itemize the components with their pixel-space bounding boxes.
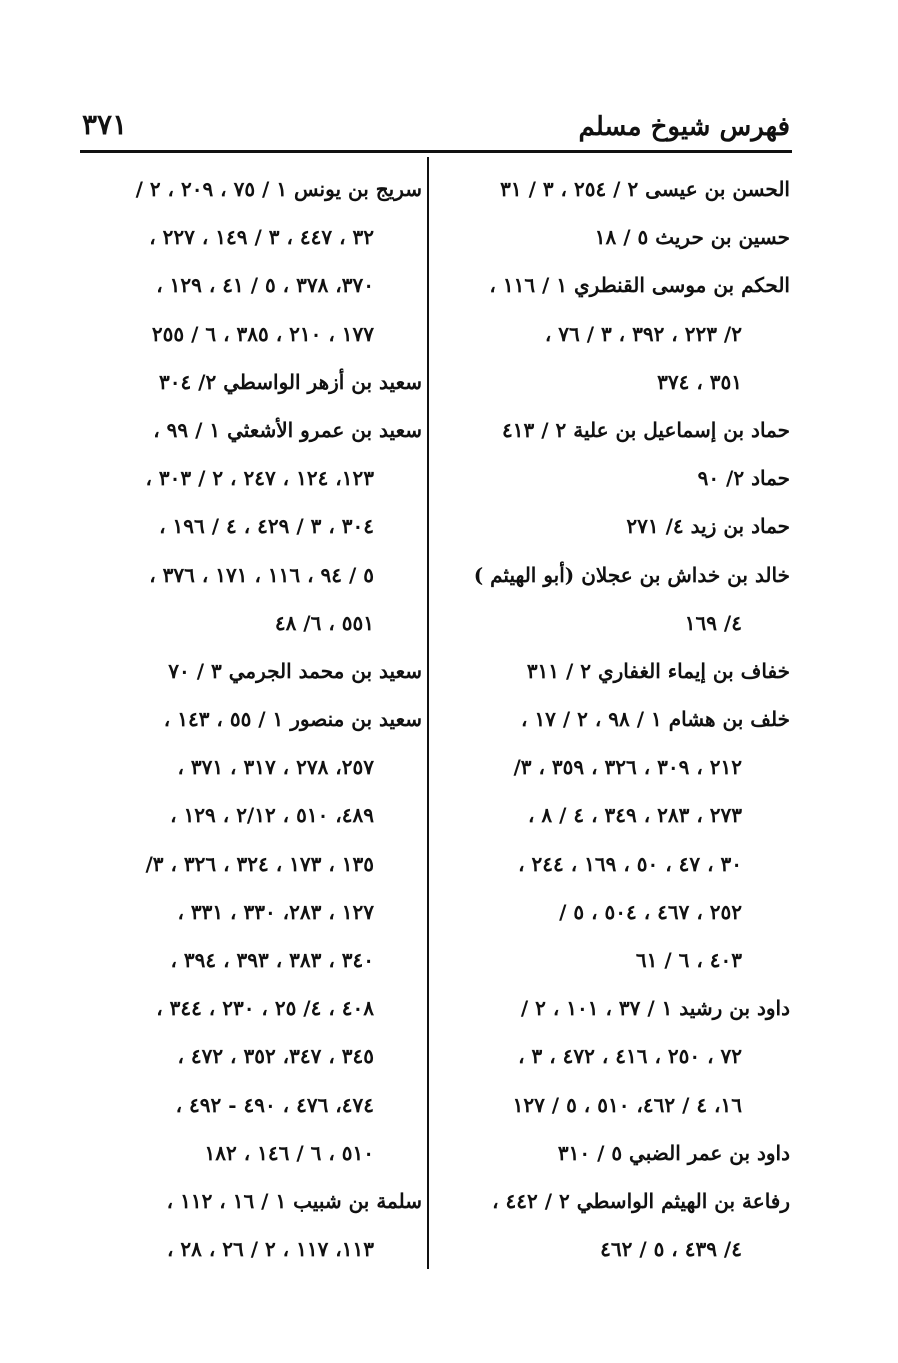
index-entry-continuation: ٢٥٢ ، ٤٦٧ ، ٥٠٤ ، ٥ /	[559, 899, 742, 924]
index-entry-continuation: ٣٠ ، ٤٧ ، ٥٠ ، ١٦٩ ، ٢٤٤ ،	[518, 851, 742, 876]
index-entry-continuation: ٢٧٣ ، ٢٨٣ ، ٣٤٩ ، ٤ / ٨ ،	[527, 803, 742, 828]
index-entry: خفاف بن إيماء الغفاري ٢ / ٣١١	[526, 658, 790, 683]
index-entry-continuation: ٤٠٣ ، ٦ / ٦١	[635, 948, 742, 972]
index-entry: داود بن رشيد ١ / ٣٧ ، ١٠١ ، ٢ /	[520, 996, 790, 1021]
index-entry-continuation: ٣٤٥ ، ٣٤٧، ٣٥٢ ، ٤٧٢ ،	[177, 1044, 374, 1069]
index-entry: سلمة بن شبيب ١ / ١٦ ، ١١٢ ،	[166, 1188, 422, 1213]
running-title: فهرس شيوخ مسلم	[578, 112, 790, 142]
page-number: ٣٧١	[82, 108, 128, 141]
page-header	[82, 108, 790, 148]
index-entry-continuation: ٤٠٨ ، ٤/ ٢٥ ، ٢٣٠ ، ٣٤٤ ،	[156, 996, 374, 1021]
index-entry: سعيد بن محمد الجرمي ٣ / ٧٠	[168, 658, 422, 683]
index-entry-continuation: ٧٢ ، ٢٥٠ ، ٤١٦ ، ٤٧٢ ، ٣ ،	[518, 1044, 742, 1069]
index-entry-continuation: ١٣٥ ، ١٧٣ ، ٣٢٤ ، ٣٢٦ ، ٣/	[145, 851, 374, 876]
index-entry-continuation: ٥١٠ ، ٦ / ١٤٦ ، ١٨٢	[204, 1140, 374, 1165]
index-entry-continuation: ٤/ ١٦٩	[684, 610, 742, 635]
index-entry-continuation: ١١٣، ١١٧ ، ٢ / ٢٦ ، ٢٨ ،	[166, 1237, 374, 1262]
index-entry: الحسن بن عيسى ٢ / ٢٥٤ ، ٣ / ٣١	[500, 177, 790, 201]
header-rule	[80, 150, 792, 153]
index-entry-continuation: ٣٧٠، ٣٧٨ ، ٥ / ٤١ ، ١٢٩ ،	[156, 273, 374, 298]
index-entry-continuation: ٥ / ٩٤ ، ١١٦ ، ١٧١ ، ٣٧٦ ،	[149, 562, 374, 587]
index-entry: سعيد بن أزهر الواسطي ٢/ ٣٠٤	[158, 369, 422, 394]
index-entry-continuation: ٣٥١ ، ٣٧٤	[657, 369, 742, 394]
index-entry-continuation: ١٦، ٤ / ٤٦٢، ٥١٠ ، ٥ / ١٢٧	[512, 1092, 742, 1117]
index-entry-continuation: ١٧٧ ، ٢١٠ ، ٣٨٥ ، ٦ / ٢٥٥	[151, 321, 374, 346]
column-divider	[427, 157, 429, 1269]
index-entry-continuation: ٣٢ ، ٤٤٧ ، ٣ / ١٤٩ ، ٢٢٧ ،	[149, 225, 374, 250]
index-entry: حماد ٢/ ٩٠	[697, 466, 790, 491]
index-entry: حسين بن حريث ٥ / ١٨	[594, 225, 790, 250]
right-column	[470, 165, 790, 1273]
index-entry: خالد بن خداش بن عجلان (أبو الهيثم )	[473, 562, 790, 587]
index-entry-continuation: ٤٧٤، ٤٧٦ ، ٤٩٠ - ٤٩٢ ،	[175, 1092, 374, 1117]
index-entry-continuation: ٢١٢ ، ٣٠٩ ، ٣٢٦ ، ٣٥٩ ، ٣/	[513, 755, 742, 780]
index-entry: خلف بن هشام ١ / ٩٨ ، ٢ / ١٧ ،	[521, 707, 790, 732]
index-entry-continuation: ٤/ ٤٣٩ ، ٥ / ٤٦٢	[600, 1237, 742, 1262]
index-entry-continuation: ٢/ ٢٢٣ ، ٣٩٢ ، ٣ / ٧٦ ،	[544, 321, 742, 346]
index-entry-continuation: ١٢٣، ١٢٤ ، ٢٤٧ ، ٢ / ٣٠٣ ،	[145, 466, 374, 491]
index-entry-continuation: ٢٥٧، ٢٧٨ ، ٣١٧ ، ٣٧١ ،	[177, 755, 374, 780]
index-entry: سعيد بن عمرو الأشعثي ١ / ٩٩ ،	[153, 417, 422, 442]
index-entry-continuation: ٣٤٠ ، ٣٨٣ ، ٣٩٣ ، ٣٩٤ ،	[170, 948, 374, 972]
left-column	[87, 165, 422, 1273]
index-entry-continuation: ٣٠٤ ، ٣ / ٤٢٩ ، ٤ / ١٩٦ ،	[159, 514, 374, 539]
index-entry-continuation: ٤٨٩، ٥١٠ ، ٢/١٢ ، ١٢٩ ،	[170, 803, 374, 828]
index-entry-continuation: ١٢٧ ، ٢٨٣، ٣٣٠ ، ٣٣١ ،	[177, 899, 374, 924]
index-entry: رفاعة بن الهيثم الواسطي ٢ / ٤٤٢ ،	[492, 1188, 790, 1213]
index-entry-continuation: ٥٥١ ، ٦/ ٤٨	[274, 610, 374, 635]
index-entry: سريج بن يونس ١ / ٧٥ ، ٢٠٩ ، ٢ /	[135, 177, 422, 201]
index-entry: حماد بن زيد ٤/ ٢٧١	[626, 514, 790, 539]
index-entry: داود بن عمر الضبي ٥ / ٣١٠	[557, 1140, 790, 1165]
index-entry: الحكم بن موسى القنطري ١ / ١١٦ ،	[489, 273, 790, 298]
index-entry: حماد بن إسماعيل بن علية ٢ / ٤١٣	[502, 417, 790, 442]
index-entry: سعيد بن منصور ١ / ٥٥ ، ١٤٣ ،	[163, 707, 422, 732]
